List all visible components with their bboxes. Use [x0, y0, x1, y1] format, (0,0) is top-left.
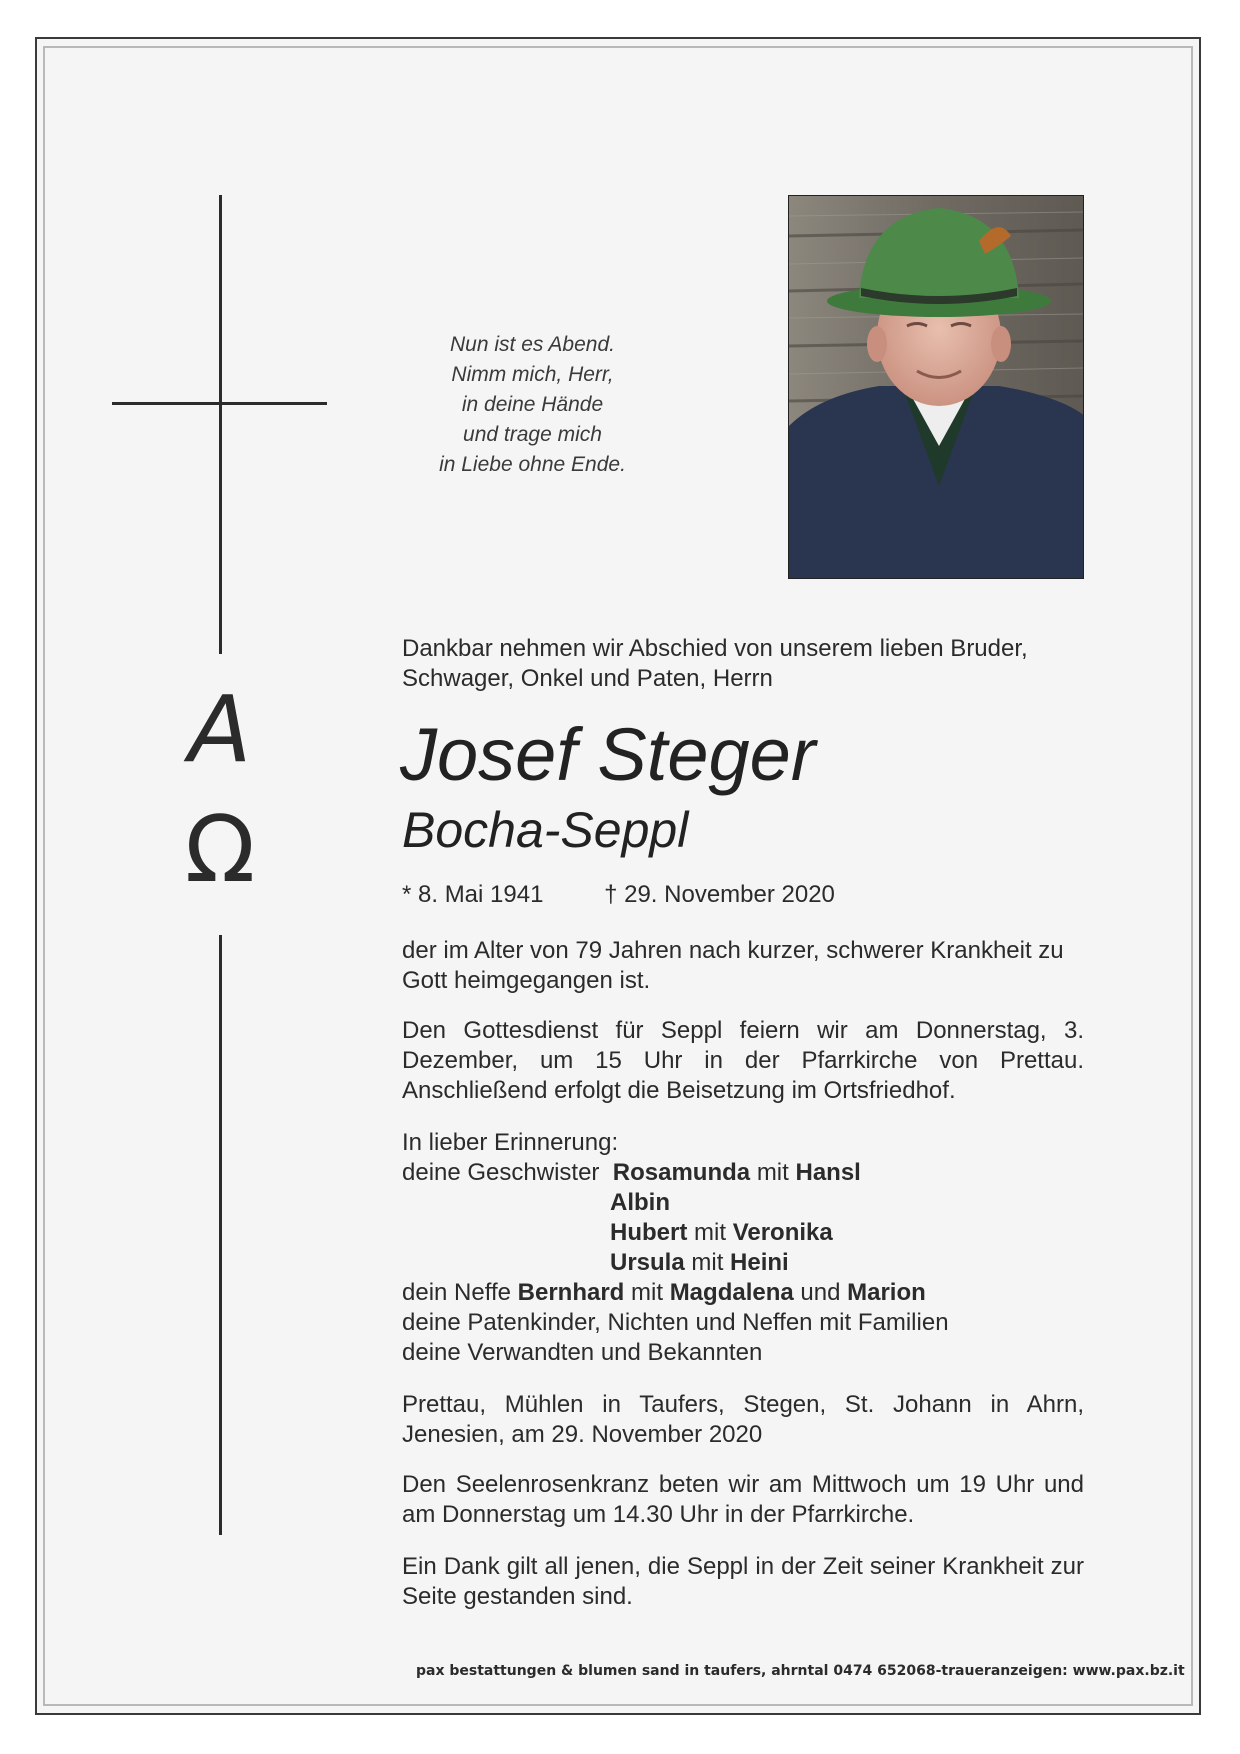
verse-line: Nimm mich, Herr,	[451, 363, 614, 386]
death-date: † 29. November 2020	[604, 881, 835, 908]
sibling-joiner: mit	[756, 1159, 789, 1186]
sibling-name: Hubert	[610, 1219, 688, 1246]
portrait-photo	[788, 195, 1084, 579]
nephew-child: Marion	[847, 1279, 926, 1306]
memorial-verse	[400, 330, 665, 480]
siblings-label: deine Geschwister	[402, 1159, 600, 1186]
nephew-label: dein Neffe	[402, 1279, 511, 1306]
sibling-joiner: mit	[691, 1249, 724, 1276]
rosary-paragraph: Den Seelenrosenkranz beten wir am Mittwoch um 19 Uhr und am Donnerstag um 14.30 Uhr in der Pfarrkirche.	[402, 1471, 1084, 1528]
nephew-row	[402, 1278, 1084, 1308]
places-paragraph: Prettau, Mühlen in Taufers, Stegen, St. Johann in Ahrn, Jenesien, am 29. November 2020	[402, 1391, 1084, 1448]
sibling-partner: Hansl	[795, 1159, 861, 1186]
sibling-row	[402, 1188, 1084, 1218]
mourners-heading: In lieber Erinnerung:	[402, 1129, 619, 1156]
nephew-joiner: mit	[631, 1279, 664, 1306]
nephew-partner: Magdalena	[669, 1279, 794, 1306]
sibling-partner: Veronika	[732, 1219, 833, 1246]
birth-date: * 8. Mai 1941	[402, 881, 544, 908]
godchildren-row: deine Patenkinder, Nichten und Neffen mit Familien	[402, 1309, 949, 1336]
cross-horizontal-bar	[112, 402, 327, 405]
nephew-joiner: und	[800, 1279, 841, 1306]
portrait-illustration	[789, 196, 1084, 579]
intro-text	[402, 634, 1084, 694]
sibling-partner: Heini	[730, 1249, 789, 1276]
sibling-row	[402, 1248, 1084, 1278]
life-dates	[402, 880, 835, 910]
sibling-joiner: mit	[694, 1219, 727, 1246]
sibling-name: Rosamunda	[612, 1159, 751, 1186]
verse-line: in Liebe ohne Ende.	[439, 453, 626, 476]
deceased-nickname: Bocha-Seppl	[402, 802, 689, 858]
deceased-name: Josef Steger	[400, 713, 816, 796]
sibling-row	[402, 1158, 1084, 1188]
sibling-name: Albin	[610, 1189, 670, 1216]
cross-vertical-bar	[219, 195, 222, 654]
intro-line: Schwager, Onkel und Paten, Herrn	[402, 665, 773, 692]
sibling-row	[402, 1218, 1084, 1248]
thanks-paragraph: Ein Dank gilt all jenen, die Seppl in der Zeit seiner Krankheit zur Seite gestanden sind.	[402, 1553, 1084, 1610]
nephew-name: Bernhard	[517, 1279, 625, 1306]
alpha-symbol: A	[188, 676, 252, 783]
verse-line: und trage mich	[463, 423, 602, 446]
mourners-list	[402, 1128, 1084, 1368]
service-paragraph: Den Gottesdienst für Seppl feiern wir am Donnerstag, 3. Dezember, um 15 Uhr in der Pfarrkirche von Prettau. Anschließend erfolgt die Beisetzung im Ortsfriedhof.	[402, 1017, 1084, 1104]
verse-line: in deine Hände	[461, 393, 604, 416]
footer-imprint: pax bestattungen & blumen sand in taufers, ahrntal 0474 652068-traueranzeigen: www.pax.bz.it	[416, 1663, 1185, 1679]
relatives-row: deine Verwandten und Bekannten	[402, 1339, 763, 1366]
omega-symbol: Ω	[184, 796, 256, 903]
intro-line: Dankbar nehmen wir Abschied von unserem lieben Bruder,	[402, 635, 1028, 662]
age-paragraph: der im Alter von 79 Jahren nach kurzer, schwerer Krankheit zu Gott heimgegangen ist.	[402, 937, 1064, 994]
lower-vertical-line	[219, 935, 222, 1535]
sibling-name: Ursula	[610, 1249, 685, 1276]
verse-line: Nun ist es Abend.	[450, 333, 615, 356]
